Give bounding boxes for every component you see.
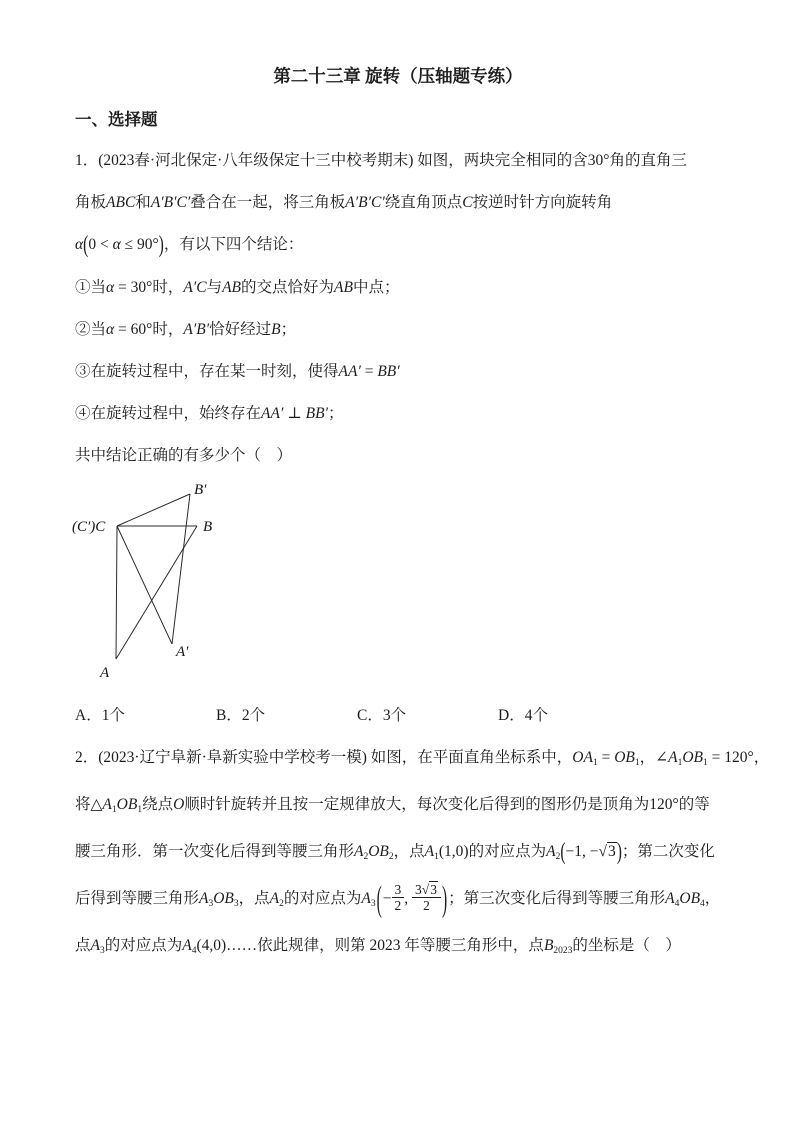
problem1-figure (69, 481, 219, 693)
problem1-question: 共中结论正确的有多少个（ ） (75, 447, 293, 464)
option-d: D．4个 (498, 707, 548, 724)
problem1-figure-wrap (69, 481, 721, 693)
option-c: C．3个 (357, 707, 407, 724)
problem1-options (75, 695, 721, 737)
option-a: A．1个 (75, 707, 125, 724)
svg-text:B′: B′ (194, 482, 207, 498)
problem1-conclusion-3: ③在旋转过程中，存在某一时刻，使得AA′ = BB′ (75, 363, 400, 380)
problem1-line-1: 1．(2023春·河北保定·八年级保定十三中校考期末) 如图，两块完全相同的含30°角的直角三 (75, 152, 687, 169)
problem2-line-5: 点$A_3$的对应点为$A_4(4,0)\dots\dots$依此规律，则第 2023 年等腰三角形中，点$B_{2023}$的坐标是（ ） (75, 937, 681, 956)
problem1-line-2: 角板ABC和A′B′C′叠合在一起，将三角板A′B′C′绕直角顶点C按逆时针方向旋转角 (75, 194, 613, 211)
problem2-line-2: 将$\triangle A_1OB_1$绕点O顺时针旋转并且按一定规律放大，每次变化后得到的图形仍是顶角为120°的等 (75, 796, 710, 815)
problem1-conclusion-2: ②当α = 60°时，A′B′恰好经过B； (75, 321, 297, 338)
problem2-line-1: 2．(2023·辽宁阜新·阜新实验中学校考一模) 如图，在平面直角坐标系中，$OA_1 = OB_1$，$\angle A_1OB_1 = 120^\circ$， (75, 749, 770, 768)
svg-text:A′: A′ (176, 644, 189, 660)
problem1-conclusion-4: ④在旋转过程中，始终存在AA′ ⊥ BB′； (75, 405, 344, 422)
section-heading: 一、选择题 (75, 110, 158, 129)
page-title: 第二十三章 旋转（压轴题专练） (273, 66, 523, 86)
svg-text:A: A (100, 665, 110, 681)
problem2-line-3: 腰三角形．第一次变化后得到等腰三角形$A_2OB_2$，点$A_1(1,0)$的对应点为$A_2(-1$, −√3)；第二次变化 (75, 839, 715, 866)
svg-text:B: B (203, 519, 213, 535)
option-b: B．2个 (216, 707, 266, 724)
problem1-conclusion-1: ①当α = 30°时，A′C与AB的交点恰好为AB中点； (75, 279, 400, 296)
svg-text:(C′)C: (C′)C (72, 519, 106, 535)
problem1-line-3: α(0 < α ≤ 90°)，有以下四个结论： (75, 232, 304, 259)
problem2-line-4: 后得到等腰三角形$A_3OB_3$，点$A_2$的对应点为$A_3(-$ $\frac{3}{2}$ , $\frac{3√3}{2}$ )；第三次变化后得到等腰三角形$A_4OB_4$， (75, 879, 721, 920)
